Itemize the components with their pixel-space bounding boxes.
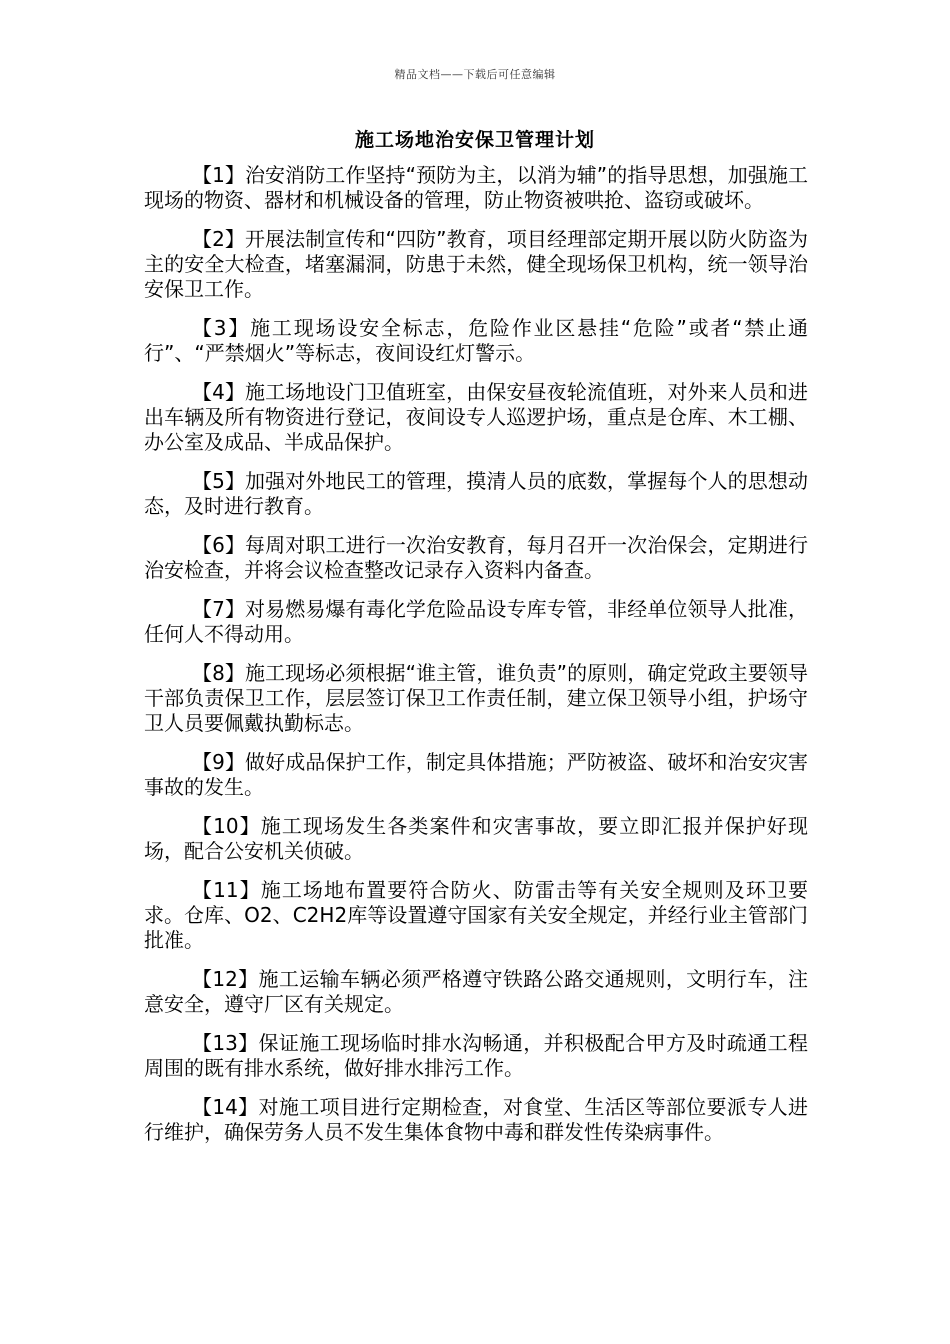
paragraph-7: 【7】对易燃易爆有毒化学危险品设专库专管，非经单位领导人批准，任何人不得动用。 xyxy=(144,597,808,646)
paragraph-13: 【13】保证施工现场临时排水沟畅通，并积极配合甲方及时疏通工程周围的既有排水系统，做好排水排污工作。 xyxy=(144,1031,808,1080)
paragraph-6: 【6】每周对职工进行一次治安教育，每月召开一次治保会，定期进行治安检查，并将会议检查整改记录存入资料内备查。 xyxy=(144,533,808,582)
paragraph-4: 【4】施工场地设门卫值班室，由保安昼夜轮流值班，对外来人员和进出车辆及所有物资进行登记，夜间设专人巡逻护场，重点是仓库、木工棚、办公室及成品、半成品保护。 xyxy=(144,380,808,454)
paragraph-5: 【5】加强对外地民工的管理，摸清人员的底数，掌握每个人的思想动态，及时进行教育。 xyxy=(144,469,808,518)
document-title: 施工场地治安保卫管理计划 xyxy=(354,129,595,151)
paragraph-11: 【11】施工场地布置要符合防火、防雷击等有关安全规则及环卫要求。仓库、O2、C2H2库等设置遵守国家有关安全规定，并经行业主管部门批准。 xyxy=(144,878,808,952)
page-header: 精品文档——下载后可任意编辑 xyxy=(394,68,556,81)
document-body xyxy=(144,163,808,1159)
paragraph-14: 【14】对施工项目进行定期检查，对食堂、生活区等部位要派专人进行维护，确保劳务人员不发生集体食物中毒和群发性传染病事件。 xyxy=(144,1095,808,1144)
paragraph-9: 【9】做好成品保护工作，制定具体措施；严防被盗、破坏和治安灾害事故的发生。 xyxy=(144,750,808,799)
paragraph-8: 【8】施工现场必须根据“谁主管，谁负责”的原则，确定党政主要领导干部负责保卫工作，层层签订保卫工作责任制，建立保卫领导小组，护场守卫人员要佩戴执勤标志。 xyxy=(144,661,808,735)
paragraph-3: 【3】施工现场设安全标志，危险作业区悬挂“危险”或者“禁止通行”、“严禁烟火”等标志，夜间设红灯警示。 xyxy=(144,316,808,365)
paragraph-2: 【2】开展法制宣传和“四防”教育，项目经理部定期开展以防火防盗为主的安全大检查，堵塞漏洞，防患于未然，健全现场保卫机构，统一领导治安保卫工作。 xyxy=(144,227,808,301)
paragraph-1: 【1】治安消防工作坚持“预防为主，以消为辅”的指导思想，加强施工现场的物资、器材和机械设备的管理，防止物资被哄抢、盗窃或破坏。 xyxy=(144,163,808,212)
paragraph-10: 【10】施工现场发生各类案件和灾害事故，要立即汇报并保护好现场，配合公安机关侦破。 xyxy=(144,814,808,863)
paragraph-12: 【12】施工运输车辆必须严格遵守铁路公路交通规则，文明行车，注意安全，遵守厂区有关规定。 xyxy=(144,967,808,1016)
